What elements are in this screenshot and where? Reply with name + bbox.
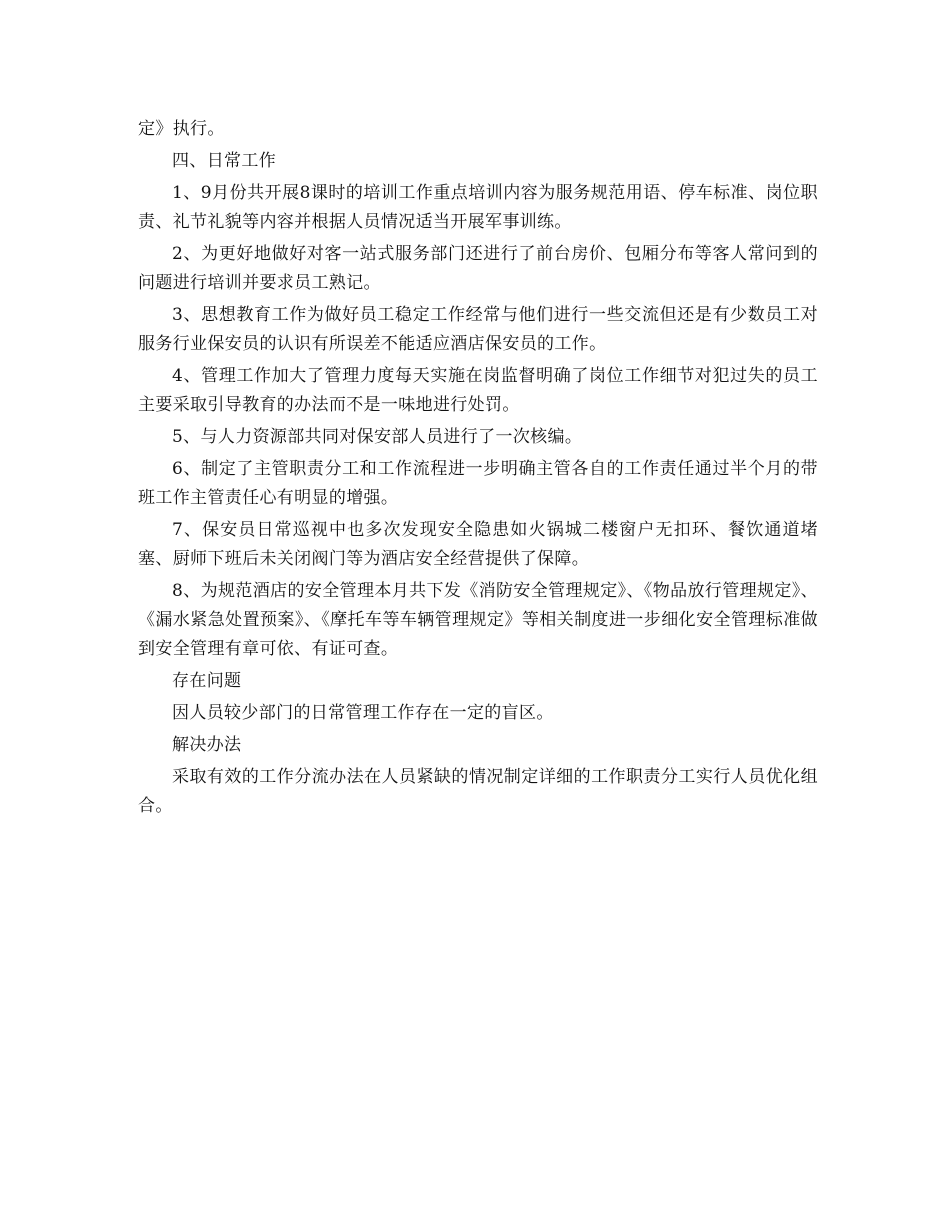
paragraph-item-5: 5、与人力资源部共同对保安部人员进行了一次核编。 [172,427,583,447]
document-body [138,115,818,824]
paragraph-item-2: 2、为更好地做好对客一站式服务部门还进行了前台房价、包厢分布等客人常问到的问题进行培训并要求员工熟记。 [138,244,818,293]
paragraph-item-4: 4、管理工作加大了管理力度每天实施在岗监督明确了岗位工作细节对犯过失的员工主要采取引导教育的办法而不是一味地进行处罚。 [138,366,818,415]
heading-problems: 存在问题 [172,671,242,691]
paragraph-item-6: 6、制定了主管职责分工和工作流程进一步明确主管各自的工作责任通过半个月的带班工作主管责任心有明显的增强。 [138,459,818,508]
paragraph-continuation: 定》执行。 [138,119,225,139]
paragraph-item-1: 1、9月份共开展8课时的培训工作重点培训内容为服务规范用语、停车标准、岗位职责、礼节礼貌等内容并根据人员情况适当开展军事训练。 [138,183,818,232]
paragraph-problems: 因人员较少部门的日常管理工作存在一定的盲区。 [172,703,554,723]
paragraph-solutions: 采取有效的工作分流办法在人员紧缺的情况制定详细的工作职责分工实行人员优化组合。 [138,767,818,816]
paragraph-item-3: 3、思想教育工作为做好员工稳定工作经常与他们进行一些交流但还是有少数员工对服务行业保安员的认识有所误差不能适应酒店保安员的工作。 [138,305,818,354]
section-heading-daily-work: 四、日常工作 [172,151,277,171]
heading-solutions: 解决办法 [172,735,242,755]
paragraph-item-8: 8、为规范酒店的安全管理本月共下发《消防安全管理规定》、《物品放行管理规定》、《漏水紧急处置预案》、《摩托车等车辆管理规定》等相关制度进一步细化安全管理标准做到安全管理有章可依、有证可查。 [138,581,818,659]
paragraph-item-7: 7、保安员日常巡视中也多次发现安全隐患如火锅城二楼窗户无扣环、餐饮通道堵塞、厨师下班后未关闭阀门等为酒店安全经营提供了保障。 [138,520,818,569]
